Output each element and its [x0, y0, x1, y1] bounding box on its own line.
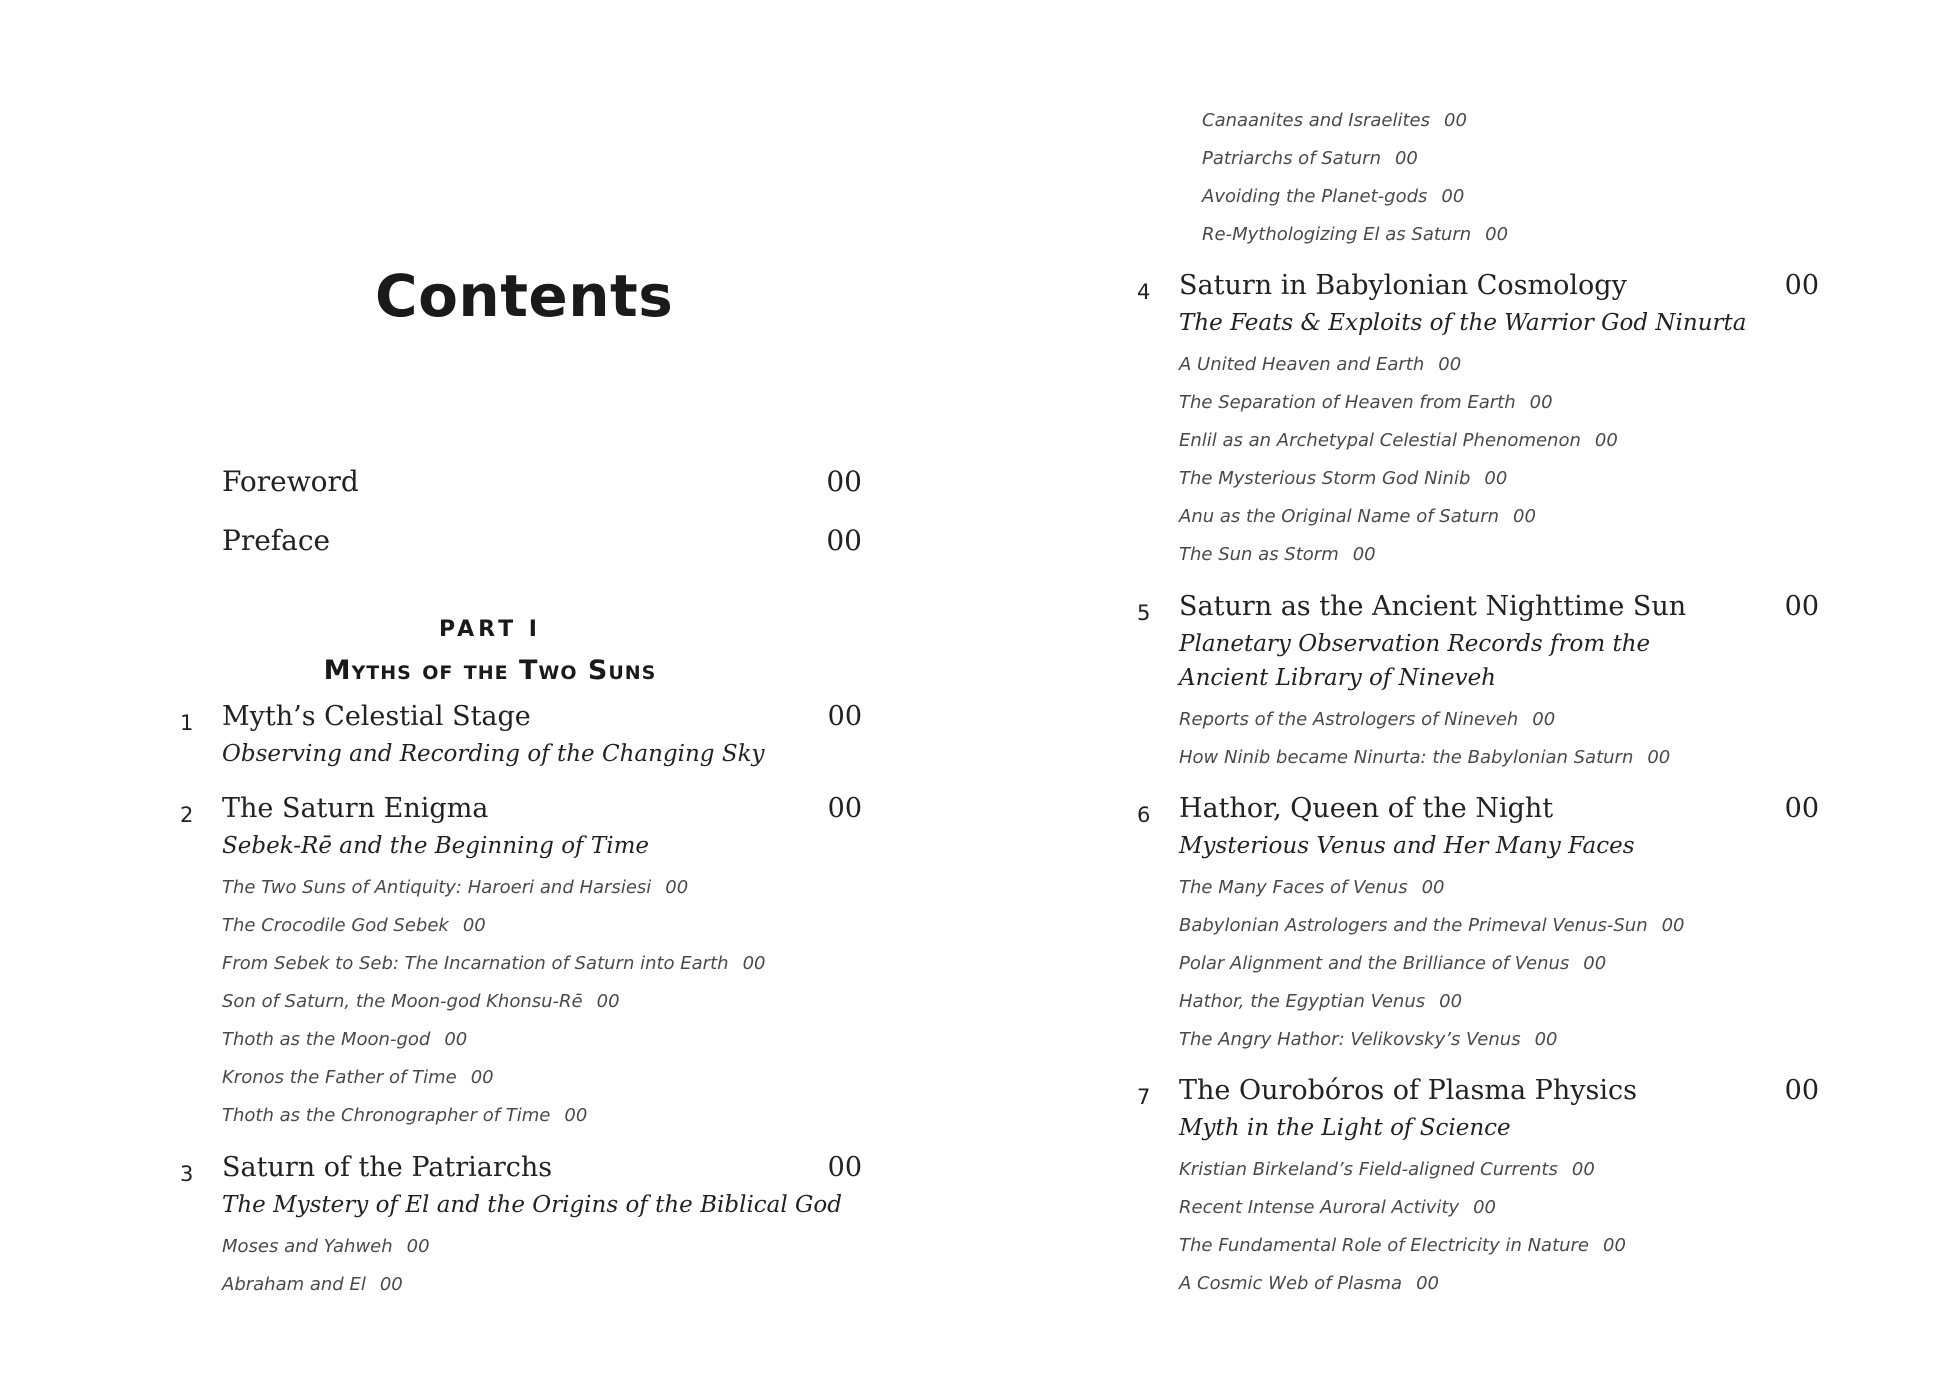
- section-list: [222, 1228, 862, 1304]
- toc-entry-foreword[interactable]: [222, 465, 862, 505]
- section-item[interactable]: Kronos the Father of Time 00: [222, 1067, 494, 1088]
- section-item[interactable]: Son of Saturn, the Moon-god Khonsu-Rē 00: [222, 991, 620, 1012]
- section-item[interactable]: Reports of the Astrologers of Nineveh 00: [1179, 709, 1556, 730]
- chapter-subtitle: Planetary Observation Records from the: [1179, 631, 1651, 657]
- chapter-page: 00: [1784, 270, 1819, 301]
- toc-entry-page: 00: [826, 524, 862, 557]
- toc-entry-label: Preface: [222, 524, 331, 557]
- chapter-4[interactable]: [1137, 270, 1819, 574]
- section-item[interactable]: Abraham and El 00: [222, 1274, 403, 1295]
- chapter-title: The Ourobóros of Plasma Physics: [1179, 1075, 1637, 1106]
- left-page: [0, 0, 976, 1400]
- section-item[interactable]: Re-Mythologizing El as Saturn 00: [1202, 224, 1509, 245]
- part-number: PART I: [439, 617, 541, 642]
- chapter-page: 00: [827, 701, 862, 732]
- section-item[interactable]: Thoth as the Chronographer of Time 00: [222, 1105, 588, 1126]
- chapter-6[interactable]: [1137, 793, 1819, 1059]
- section-item[interactable]: How Ninib became Ninurta: the Babylonian Saturn 00: [1179, 747, 1671, 768]
- chapter-number: 2: [180, 803, 194, 827]
- section-list: [1179, 346, 1819, 574]
- chapter-subtitle: The Feats & Exploits of the Warrior God Ninurta: [1179, 310, 1747, 336]
- section-item[interactable]: The Crocodile God Sebek 00: [222, 915, 486, 936]
- section-item[interactable]: The Two Suns of Antiquity: Haroeri and Harsiesi 00: [222, 877, 689, 898]
- section-item[interactable]: The Mysterious Storm God Ninib 00: [1179, 468, 1508, 489]
- section-item[interactable]: The Sun as Storm 00: [1179, 544, 1376, 565]
- section-item[interactable]: Moses and Yahweh 00: [222, 1236, 430, 1257]
- chapter-number: 3: [180, 1162, 194, 1186]
- chapter-subtitle: Myth in the Light of Science: [1179, 1115, 1511, 1141]
- chapter-number: 7: [1137, 1085, 1151, 1109]
- section-item[interactable]: Kristian Birkeland’s Field-aligned Currents 00: [1179, 1159, 1595, 1180]
- section-item[interactable]: A Cosmic Web of Plasma 00: [1179, 1273, 1439, 1294]
- section-item[interactable]: Thoth as the Moon-god 00: [222, 1029, 468, 1050]
- section-item[interactable]: From Sebek to Seb: The Incarnation of Saturn into Earth 00: [222, 953, 766, 974]
- section-item[interactable]: A United Heaven and Earth 00: [1179, 354, 1462, 375]
- toc-entry-preface[interactable]: [222, 524, 862, 564]
- section-item[interactable]: Enlil as an Archetypal Celestial Phenomenon 00: [1179, 430, 1618, 451]
- chapter-subtitle: Observing and Recording of the Changing Sky: [222, 741, 765, 767]
- section-list: [1179, 1151, 1819, 1303]
- chapter-page: 00: [827, 1152, 862, 1183]
- chapter-title: Saturn in Babylonian Cosmology: [1179, 270, 1627, 301]
- section-item[interactable]: Patriarchs of Saturn 00: [1202, 148, 1418, 169]
- toc-entry-label: Foreword: [222, 465, 359, 498]
- toc-entry-page: 00: [826, 465, 862, 498]
- section-item[interactable]: Hathor, the Egyptian Venus 00: [1179, 991, 1463, 1012]
- part-title: Myths of the Two Suns: [323, 655, 657, 686]
- section-item[interactable]: The Separation of Heaven from Earth 00: [1179, 392, 1553, 413]
- chapter-7[interactable]: [1137, 1075, 1819, 1303]
- chapter-5[interactable]: [1137, 591, 1819, 777]
- section-item[interactable]: Avoiding the Planet-gods 00: [1202, 186, 1465, 207]
- continued-section-list: [1202, 102, 1508, 254]
- chapter-page: 00: [1784, 591, 1819, 622]
- chapter-subtitle: Ancient Library of Nineveh: [1179, 665, 1496, 691]
- section-item[interactable]: Polar Alignment and the Brilliance of Venus 00: [1179, 953, 1607, 974]
- chapter-subtitle: The Mystery of El and the Origins of the Biblical God: [222, 1192, 843, 1218]
- chapter-page: 00: [1784, 1075, 1819, 1106]
- section-item[interactable]: Canaanites and Israelites 00: [1202, 110, 1467, 131]
- chapter-page: 00: [1784, 793, 1819, 824]
- section-list: [1179, 869, 1819, 1059]
- chapter-number: 4: [1137, 280, 1151, 304]
- chapter-title: Hathor, Queen of the Night: [1179, 793, 1554, 824]
- section-item[interactable]: The Many Faces of Venus 00: [1179, 877, 1445, 898]
- section-item[interactable]: Recent Intense Auroral Activity 00: [1179, 1197, 1496, 1218]
- chapter-subtitle: Mysterious Venus and Her Many Faces: [1179, 833, 1635, 859]
- section-list: [222, 869, 862, 1135]
- section-item[interactable]: The Fundamental Role of Electricity in Nature 00: [1179, 1235, 1626, 1256]
- section-item[interactable]: Anu as the Original Name of Saturn 00: [1179, 506, 1536, 527]
- chapter-title: Saturn as the Ancient Nighttime Sun: [1179, 591, 1687, 622]
- chapter-title: Myth’s Celestial Stage: [222, 701, 531, 732]
- right-page: [977, 0, 1953, 1400]
- chapter-number: 5: [1137, 601, 1151, 625]
- section-list: [1179, 701, 1819, 777]
- section-item[interactable]: The Angry Hathor: Velikovsky’s Venus 00: [1179, 1029, 1558, 1050]
- section-item[interactable]: Babylonian Astrologers and the Primeval Venus-Sun 00: [1179, 915, 1685, 936]
- chapter-subtitle: Sebek-Rē and the Beginning of Time: [222, 833, 649, 859]
- chapter-number: 1: [180, 711, 194, 735]
- contents-title: Contents: [375, 262, 674, 330]
- chapter-title: Saturn of the Patriarchs: [222, 1152, 553, 1183]
- chapter-number: 6: [1137, 803, 1151, 827]
- chapter-3[interactable]: [180, 1152, 862, 1304]
- chapter-2[interactable]: [180, 793, 862, 1135]
- chapter-1[interactable]: [180, 701, 862, 771]
- chapter-page: 00: [827, 793, 862, 824]
- chapter-title: The Saturn Enigma: [222, 793, 489, 824]
